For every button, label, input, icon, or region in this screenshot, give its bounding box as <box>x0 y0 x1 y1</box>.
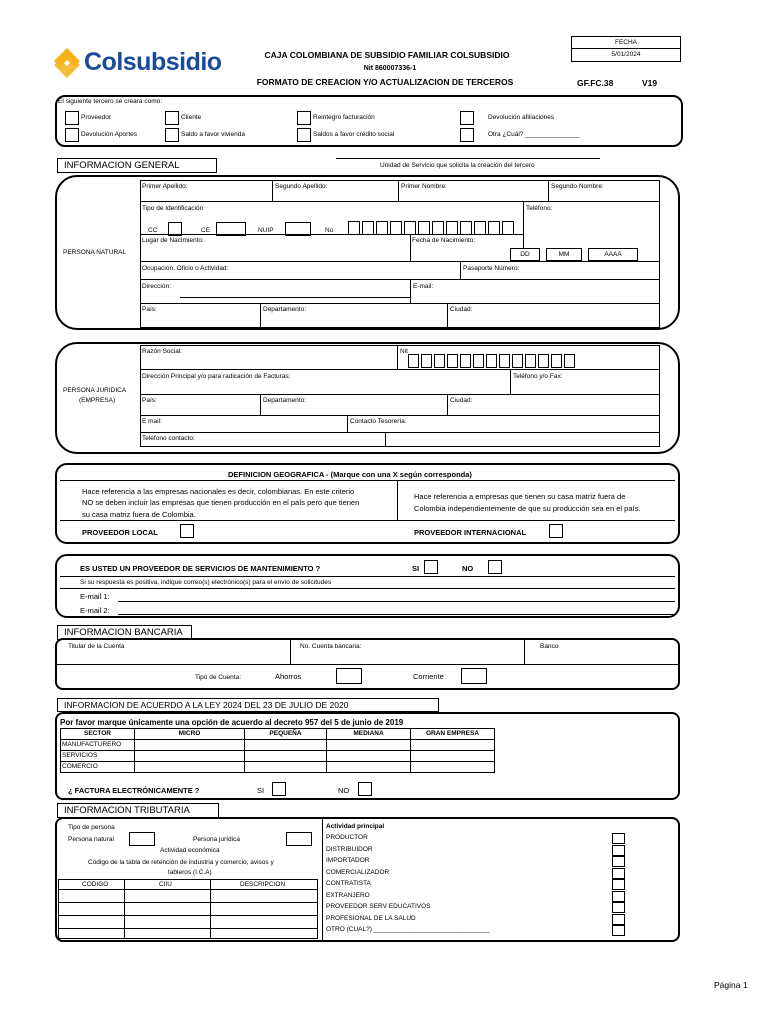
org-nit: Nit 860007336-1 <box>363 65 417 72</box>
form-version: V19 <box>642 78 658 88</box>
activity-label: PROFESIONAL DE LA SALUD <box>326 914 416 922</box>
form-title: FORMATO DE CREACION Y/O ACTUALIZACION DE TERCEROS <box>256 77 514 87</box>
checkbox-reintegro[interactable] <box>297 111 311 125</box>
field-email[interactable]: E-mail: <box>413 283 434 290</box>
field-telefono[interactable]: Teléfono: <box>526 205 553 212</box>
nit-digit-box[interactable] <box>421 354 432 368</box>
field-segundo-nombre[interactable]: Segundo Nombre: <box>551 183 604 190</box>
dd-label: DD <box>520 251 530 258</box>
field-email-2[interactable]: E-mail 2: <box>80 606 110 615</box>
nit-digit-box[interactable] <box>551 354 562 368</box>
persona-juridica-label-2: (EMPRESA) <box>79 397 116 404</box>
label-actividad-economica: Actividad económica <box>160 847 220 854</box>
checkbox-cliente[interactable] <box>165 111 179 125</box>
id-digit-box[interactable] <box>432 221 444 235</box>
field-ciudad[interactable]: Ciudad: <box>450 306 473 313</box>
label-proveedor-internacional: PROVEEDOR INTERNACIONAL <box>414 528 527 537</box>
maintenance-note: Si su respuesta es positiva, indique correo(s) electrónico(s) para el envío de solicitudes <box>80 579 332 586</box>
activity-checkbox[interactable] <box>612 868 625 879</box>
table-row-label: SERVICIOS <box>60 750 135 762</box>
table-cell[interactable] <box>326 761 411 773</box>
table-header: PEQUEÑA <box>244 728 327 740</box>
fecha-label: FECHA <box>572 37 680 49</box>
id-digit-box[interactable] <box>502 221 514 235</box>
table-cell[interactable] <box>134 761 245 773</box>
col-ciiu: CIIU <box>159 881 172 888</box>
geo-local-text-3: su casa matriz fuera de Colombia. <box>82 510 196 519</box>
checkbox-factura-si[interactable] <box>272 782 286 796</box>
id-digit-box[interactable] <box>376 221 388 235</box>
checkbox-maintenance-no[interactable] <box>488 560 502 574</box>
field-lugar-nacimiento[interactable]: Lugar de Nacimiento: <box>142 237 204 244</box>
label-ce: CE <box>201 227 211 234</box>
field-ciudad-juridica[interactable]: Ciudad: <box>450 397 473 404</box>
table-header: SECTOR <box>60 728 135 740</box>
checkbox-ahorros[interactable] <box>336 668 362 684</box>
created-as-panel <box>55 95 683 147</box>
activity-checkbox[interactable] <box>612 902 625 913</box>
nit-digit-box[interactable] <box>447 354 458 368</box>
table-header: MEDIANA <box>326 728 411 740</box>
table-row-label: COMERCIO <box>60 761 135 773</box>
geo-intl-text-2: Colombia independientemente de que su producción sea en el país. <box>414 504 641 513</box>
geo-local-text-1: Hace referencia a las empresas nacionales es decir, colombianas. En este criterio <box>82 487 355 496</box>
table-header: GRAN EMPRESA <box>410 728 495 740</box>
checkbox-proveedor-local[interactable] <box>180 524 194 538</box>
option-devolucion-aportes: Devolución Aportes <box>81 131 138 138</box>
brand-name: Colsubsidio <box>84 48 222 76</box>
id-digit-box[interactable] <box>390 221 402 235</box>
activity-label: DISTRIBUIDOR <box>326 845 373 853</box>
checkbox-devolucion-aportes[interactable] <box>65 128 79 142</box>
field-primer-nombre[interactable]: Primer Nombre: <box>401 183 447 190</box>
checkbox-saldos-credito[interactable] <box>297 128 311 142</box>
id-digit-box[interactable] <box>446 221 458 235</box>
label-nit: Nit <box>400 348 408 355</box>
nit-digit-box[interactable] <box>434 354 445 368</box>
field-titular[interactable]: Titular de la Cuenta <box>68 643 125 650</box>
org-name: CAJA COLOMBIANA DE SUBSIDIO FAMILIAR COLSUBSIDIO <box>264 50 510 60</box>
option-otra: Otra ¿Cuál? _______________ <box>488 131 580 138</box>
id-digit-box[interactable] <box>348 221 360 235</box>
nit-digit-box[interactable] <box>564 354 575 368</box>
list-item <box>326 891 630 902</box>
ica-table <box>58 879 318 939</box>
nit-digit-box[interactable] <box>473 354 484 368</box>
mm-label: MM <box>558 251 570 258</box>
field-departamento-juridica[interactable]: Departamento: <box>263 397 306 404</box>
logo <box>50 46 230 82</box>
label-actividad-principal: Actividad principal <box>326 823 385 830</box>
date-mm[interactable] <box>546 248 582 261</box>
nit-digit-box[interactable] <box>525 354 536 368</box>
label-maintenance-si: SI <box>412 564 420 573</box>
nit-digit-box[interactable] <box>499 354 510 368</box>
checkbox-factura-no[interactable] <box>358 782 372 796</box>
col-codigo: CODIGO <box>82 881 109 888</box>
activity-checkbox[interactable] <box>612 856 625 867</box>
field-telefono-contacto[interactable]: Teléfono contacto: <box>142 435 195 442</box>
law-instruction: Por favor marque únicamente una opción de acuerdo al decreto 957 del 5 de junio de 2019 <box>60 718 404 727</box>
label-persona-natural-tax: Persona natural <box>68 836 114 843</box>
field-pasaporte[interactable]: Pasaporte Número: <box>463 265 520 272</box>
activity-label: CONTRATISTA <box>326 880 371 887</box>
date-dd[interactable] <box>510 248 540 261</box>
nit-digit-box[interactable] <box>512 354 523 368</box>
table-cell[interactable] <box>244 761 327 773</box>
checkbox-otra[interactable] <box>460 128 474 142</box>
table-row-label: MANUFACTURERO <box>60 739 135 751</box>
field-cuenta[interactable]: No. Cuenta bancaria: <box>300 643 362 650</box>
activity-label: PRODUCTOR <box>326 834 368 841</box>
label-corriente: Corriente <box>413 672 444 681</box>
activity-checkbox[interactable] <box>612 925 625 936</box>
label-persona-juridica-tax: Persona jurídica <box>193 836 240 843</box>
persona-juridica-label-1: PERSONA JURIDICA <box>63 387 127 394</box>
field-razon-social[interactable]: Razón Social: <box>142 348 183 355</box>
option-cliente: Cliente <box>181 114 202 121</box>
form-code: GF.FC.38 <box>577 78 614 88</box>
label-tipo-identificacion: Tipo de Identificación <box>142 205 204 212</box>
colsubsidio-logo-icon <box>50 46 84 80</box>
list-item <box>326 856 630 867</box>
field-fecha-nacimiento[interactable]: Fecha de Nacimiento: <box>412 237 476 244</box>
unit-line <box>336 158 600 159</box>
list-item <box>326 868 630 879</box>
activity-checkbox[interactable] <box>612 833 625 844</box>
list-item <box>326 914 630 925</box>
natural-grid <box>140 180 660 328</box>
label-nuip: NUIP <box>258 227 274 234</box>
option-reintegro: Reintegro facturación <box>313 114 375 121</box>
field-departamento[interactable]: Departamento: <box>263 306 306 313</box>
tab-informacion-bancaria: INFORMACION BANCARIA <box>57 625 192 640</box>
created-as-label: El siguiente tercero se creara como: <box>58 98 163 105</box>
field-telefono-fax[interactable]: Teléfono y/o Fax: <box>513 373 563 380</box>
checkbox-persona-natural[interactable] <box>129 832 155 846</box>
checkbox-saldo-vivienda[interactable] <box>165 128 179 142</box>
checkbox-persona-juridica[interactable] <box>286 832 312 846</box>
nit-digit-box[interactable] <box>538 354 549 368</box>
label-tipo-cuenta: Tipo de Cuenta: <box>195 674 242 681</box>
tab-ley-2024: INFORMACION DE ACUERDO A LA LEY 2024 DEL 23 DE JULIO DE 2020 <box>57 698 439 712</box>
option-proveedor: Proveedor <box>81 114 111 121</box>
list-item <box>326 925 630 936</box>
field-banco[interactable]: Banco <box>540 643 559 650</box>
activity-label: COMERCIALIZADOR <box>326 868 390 876</box>
field-ocupacion[interactable]: Ocupación, Oficio o Actividad: <box>142 265 229 272</box>
activity-checkbox[interactable] <box>612 879 625 890</box>
persona-natural-label: PERSONA NATURAL <box>63 249 127 256</box>
page-number: Página 1 <box>714 980 748 990</box>
list-item <box>326 845 630 856</box>
label-cc: CC <box>148 227 158 234</box>
date-aaaa[interactable] <box>588 248 638 261</box>
label-ica-2: tableros (I.C.A) <box>168 869 212 876</box>
field-direccion[interactable]: Dirección: <box>142 283 171 290</box>
list-item <box>326 833 630 844</box>
geo-intl-text-1: Hace referencia a empresas que tienen su casa matriz fuera de <box>414 492 626 501</box>
id-digit-box[interactable] <box>488 221 500 235</box>
option-devolucion-afiliaciones: Devolución afiliaciones <box>488 114 555 121</box>
label-ahorros: Ahorros <box>275 672 302 681</box>
field-pais[interactable]: País: <box>142 306 157 313</box>
activity-checkbox[interactable] <box>612 891 625 902</box>
option-saldos-credito: Saldos a favor crédito social <box>313 131 395 138</box>
unit-label: Unidad de Servicio que solicita la creación del tercero <box>380 162 535 169</box>
field-contacto-tesoreria[interactable]: Contacto Tesorería: <box>350 418 407 425</box>
field-email-juridica[interactable]: E mail: <box>142 418 162 425</box>
tab-informacion-general: INFORMACION GENERAL <box>57 158 217 173</box>
checkbox-proveedor[interactable] <box>65 111 79 125</box>
id-digit-box[interactable] <box>474 221 486 235</box>
tab-informacion-tributaria: INFORMACION TRIBUTARIA <box>57 803 219 818</box>
activity-label: OTRO (CUAL?) ________________________________ <box>326 926 490 933</box>
geo-title: DEFINICION GEOGRAFICA - (Marque con una X según corresponda) <box>228 470 472 479</box>
fecha-value: 5/01/2024 <box>611 51 641 58</box>
field-primer-apellido[interactable]: Primer Apellido: <box>142 183 188 190</box>
label-tipo-persona: Tipo de persona <box>68 824 115 831</box>
field-pais-juridica[interactable]: País: <box>142 397 157 404</box>
geo-local-text-2: NO se deben incluir las empresas que tienen producción en el país pero que tienen <box>82 498 360 507</box>
id-digit-box[interactable] <box>362 221 374 235</box>
table-cell[interactable] <box>410 761 495 773</box>
checkbox-proveedor-internacional[interactable] <box>549 524 563 538</box>
nit-digit-box[interactable] <box>460 354 471 368</box>
label-factura-si: SI <box>257 786 265 795</box>
id-digit-box[interactable] <box>418 221 430 235</box>
list-item <box>326 879 630 890</box>
option-saldo-vivienda: Saldo a favor vivienda <box>181 131 245 138</box>
id-digit-box[interactable] <box>404 221 416 235</box>
label-ica-1: Código de la tabla de retención de industria y comercio, avisos y <box>88 859 274 866</box>
checkbox-devolucion-afiliaciones[interactable] <box>460 111 474 125</box>
aaaa-label: AAAA <box>604 251 622 258</box>
list-item <box>326 902 630 913</box>
fecha-box <box>571 36 681 62</box>
table-header: MICRO <box>134 728 245 740</box>
label-factura-electronica: ¿ FACTURA ELECTRÓNICAMENTE ? <box>68 786 200 795</box>
field-direccion-principal[interactable]: Dirección Principal y/o para radicación de Facturas: <box>142 373 291 380</box>
id-digit-box[interactable] <box>460 221 472 235</box>
maintenance-question: ES USTED UN PROVEEDOR DE SERVICIOS DE MANTENIMIENTO ? <box>80 564 321 573</box>
field-email-1[interactable]: E-mail 1: <box>80 592 110 601</box>
checkbox-maintenance-si[interactable] <box>424 560 438 574</box>
nit-digit-box[interactable] <box>486 354 497 368</box>
activity-label: EXTRANJERO <box>326 891 370 899</box>
label-no: No <box>325 227 334 234</box>
checkbox-corriente[interactable] <box>461 668 487 684</box>
field-segundo-apellido[interactable]: Segundo Apellido: <box>275 183 328 190</box>
activity-label: IMPORTADOR <box>326 857 370 864</box>
activity-label: PROVEEDOR SERV EDUCATIVOS <box>326 903 431 910</box>
activity-checkbox[interactable] <box>612 914 625 925</box>
activity-checkbox[interactable] <box>612 845 625 856</box>
col-descripcion: DESCRIPCION <box>240 881 286 888</box>
label-maintenance-no: NO <box>462 564 474 573</box>
label-proveedor-local: PROVEEDOR LOCAL <box>82 528 158 537</box>
nit-digit-box[interactable] <box>408 354 419 368</box>
label-factura-no: NO <box>338 786 350 795</box>
